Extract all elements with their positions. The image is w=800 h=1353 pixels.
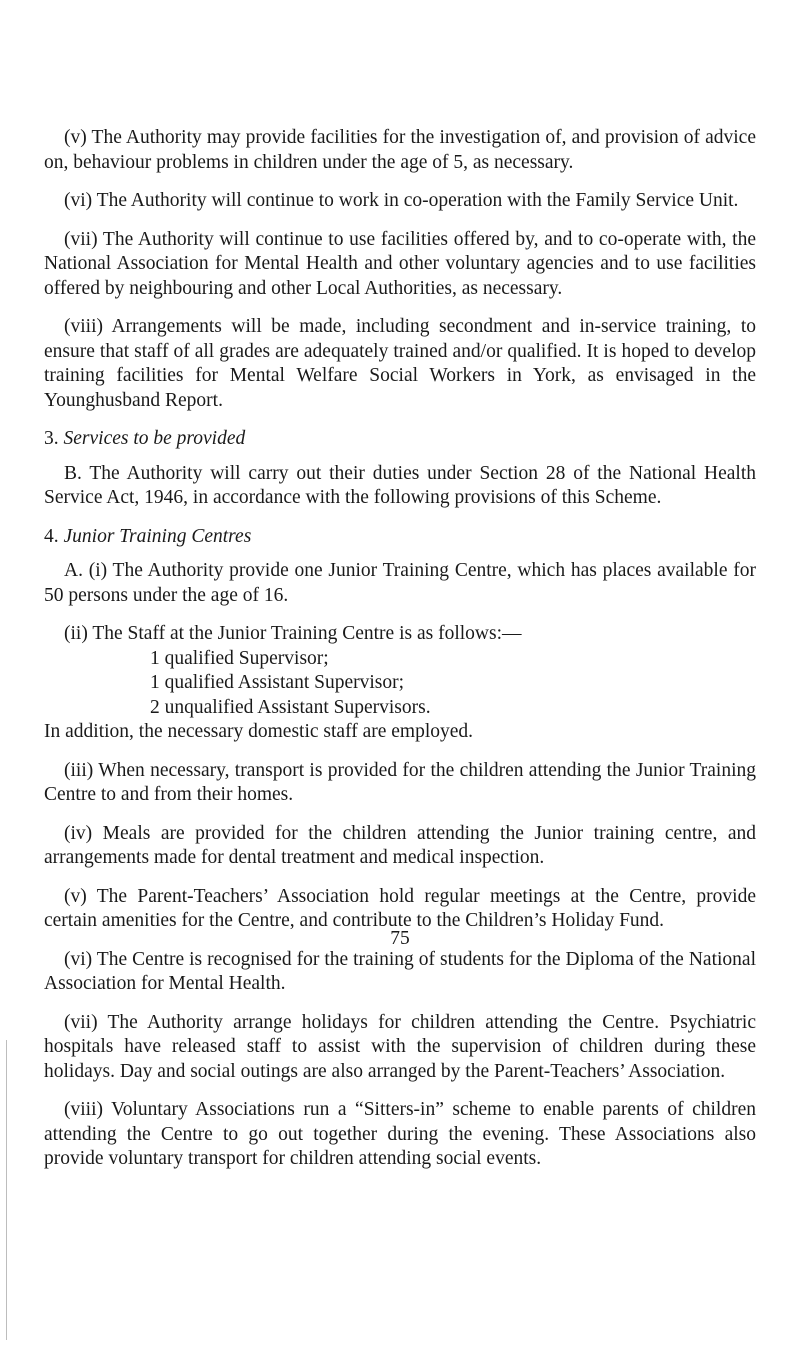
section-3-number: 3. xyxy=(44,428,59,449)
section-4-item-ii-intro: (ii) The Staff at the Junior Training Centre is as follows:— xyxy=(64,623,522,644)
section-4-item-viii: (viii) Voluntary Associations run a “Sitters-in” scheme to enable parents of children attending the Centre to go out together during the evening. These Associations also provide voluntary transport for children attending social events. xyxy=(44,1099,756,1169)
section-4-item-i: A. (i) The Authority provide one Junior Training Centre, which has places available for 50 persons under the age of 16. xyxy=(44,560,756,606)
paragraph-viii-training: (viii) Arrangements will be made, including secondment and in-service training, to ensure that staff of all grades are adequately trained and/or qualified. It is hoped to develop training facilities for Mental Welfare Social Workers in York, as envisaged in the Younghusband Report. xyxy=(44,316,756,411)
list-item: 1 qualified Supervisor; xyxy=(150,647,329,669)
document-page xyxy=(44,126,756,1186)
section-4-item-vi: (vi) The Centre is recognised for the training of students for the Diploma of the National Association for Mental Health. xyxy=(44,948,756,994)
section-4-item-vii: (vii) The Authority arrange holidays for children attending the Centre. Psychiatric hospitals have released staff to assist with the supervision of children during these holidays. Day and social outings are also arranged by the Parent-Teachers’ Association. xyxy=(44,1011,756,1082)
scan-edge-line xyxy=(6,1040,7,1340)
section-4-item-v: (v) The Parent-Teachers’ Association hold regular meetings at the Centre, provide certain amenities for the Centre, and contribute to the Children’s Holiday Fund. xyxy=(44,885,756,931)
paragraph-v-behaviour: (v) The Authority may provide facilities for the investigation of, and provision of advice on, behaviour problems in children under the age of 5, as necessary. xyxy=(44,127,756,173)
list-item: 2 unqualified Assistant Supervisors. xyxy=(150,696,431,718)
list-item: 1 qualified Assistant Supervisor; xyxy=(150,672,405,693)
section-4-item-iii: (iii) When necessary, transport is provided for the children attending the Junior Training Centre to and from their homes. xyxy=(44,759,756,805)
section-4-heading xyxy=(44,525,756,550)
section-4-number: 4. xyxy=(44,525,59,547)
section-4-title: Junior Training Centres xyxy=(63,525,252,547)
paragraph-vii-voluntary-agencies: (vii) The Authority will continue to use facilities offered by, and to co-operate with, the National Association for Mental Health and other voluntary agencies and to use facilities offered by neighbouring and other Local Authorities, as necessary. xyxy=(44,228,756,299)
paragraph-vi-family-service: (vi) The Authority will continue to work in co-operation with the Family Service Unit. xyxy=(64,190,739,211)
section-4-item-iv: (iv) Meals are provided for the children attending the Junior training centre, and arrangements made for dental treatment and medical inspection. xyxy=(44,822,756,868)
staff-list xyxy=(44,647,756,721)
section-3-text: B. The Authority will carry out their duties under Section 28 of the National Health Service Act, 1946, in accordance with the following provisions of this Scheme. xyxy=(44,462,756,508)
section-3-title: Services to be provided xyxy=(63,428,246,449)
section-3-heading xyxy=(44,427,756,452)
page-number: 75 xyxy=(390,928,410,949)
staff-list-note: In addition, the necessary domestic staff are employed. xyxy=(44,721,474,742)
